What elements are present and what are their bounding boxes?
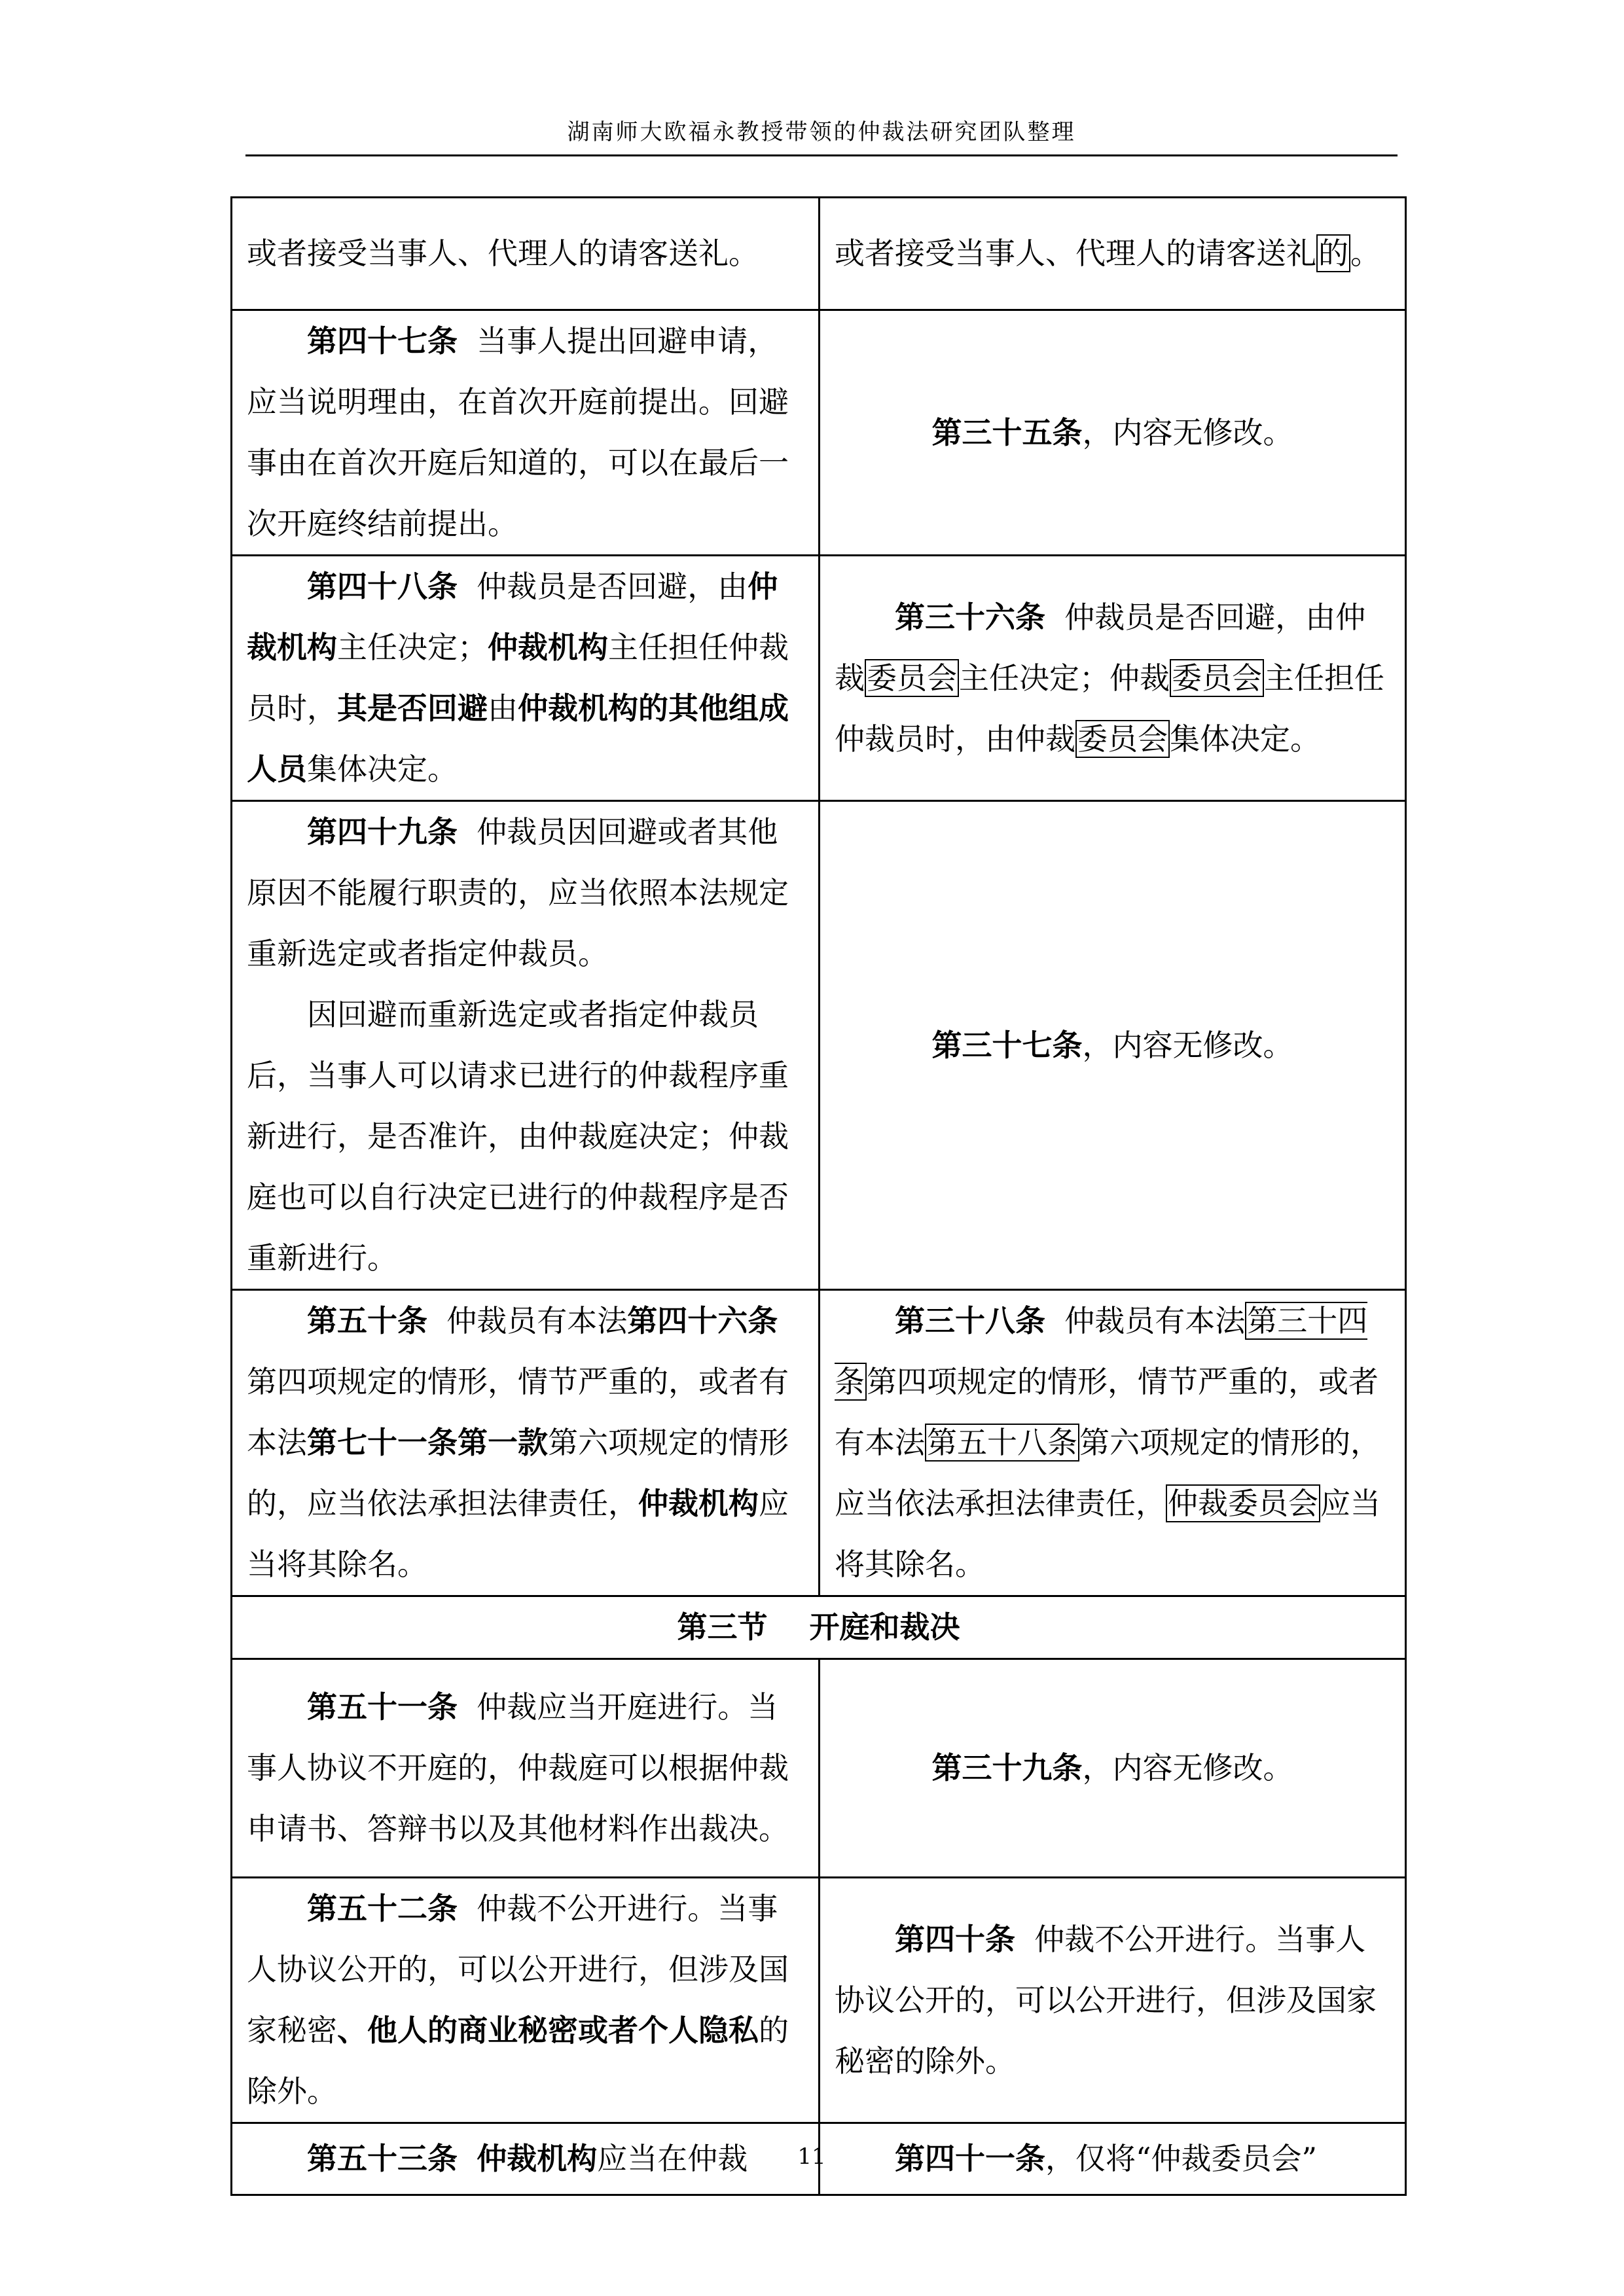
article-paragraph xyxy=(835,1909,1390,2092)
text-span: 集体决定。 xyxy=(1170,721,1320,757)
bold-text: 第七十一条第一款 xyxy=(307,1425,548,1460)
text-span: 或者接受当事人、代理人的请客送礼。 xyxy=(247,236,759,271)
bold-text: 其是否回避 xyxy=(337,691,488,726)
revised-article-cell xyxy=(820,310,1406,556)
text-span: 仲裁员是否回避，由 xyxy=(458,569,748,604)
article-paragraph xyxy=(247,984,804,1289)
page-header: 湖南师大欧福永教授带领的仲裁法研究团队整理 xyxy=(567,119,1076,145)
article-paragraph xyxy=(247,556,804,800)
revised-article-cell xyxy=(820,198,1406,310)
text-span: ，内容无修改。 xyxy=(1082,1750,1293,1785)
bold-text: 第五十三条 xyxy=(307,2141,458,2176)
article-paragraph xyxy=(835,1291,1390,1595)
article-row xyxy=(232,1290,1406,1596)
text-span: 主任担任仲裁员时，由仲裁 xyxy=(835,660,1384,757)
text-span: 仲裁员有本法 xyxy=(1045,1303,1246,1338)
original-article-cell xyxy=(232,1878,820,2123)
text-span: 集体决定。 xyxy=(307,751,458,787)
bold-text: 第三十七条 xyxy=(931,1027,1083,1063)
article-row xyxy=(232,556,1406,801)
text-span: 仲裁不公开进行。当事人协议公开的，可以公开进行，但涉及国家秘密 xyxy=(247,1891,789,2048)
text-span: 主任决定；仲裁 xyxy=(959,660,1170,696)
bold-text: 第三十五条 xyxy=(931,414,1083,450)
text-span xyxy=(458,2141,477,2176)
article-paragraph xyxy=(835,223,1390,284)
text-span: ，仅将“仲裁委员会” xyxy=(1045,2141,1318,2176)
text-span: 应当将其除名。 xyxy=(247,1486,789,1582)
bold-text: 仲裁机构的其他组成人员 xyxy=(247,691,789,787)
amended-text-box: 仲裁委员会 xyxy=(1166,1484,1320,1522)
amended-text-box: 第三十四条 xyxy=(835,1303,1368,1399)
original-article-cell xyxy=(232,310,820,556)
text-span: 应当将其除名。 xyxy=(835,1486,1380,1582)
article-paragraph xyxy=(247,1291,804,1595)
bold-text: 第三十九条 xyxy=(931,1750,1083,1785)
bold-text: 仲裁机构 xyxy=(477,2141,598,2176)
text-span: 由 xyxy=(488,691,518,726)
bold-text: 、他人的商业秘密或者个人隐私 xyxy=(337,2013,759,2048)
amended-text-box: 委员会 xyxy=(1075,720,1170,758)
original-article-cell xyxy=(232,2123,820,2195)
text-span: 的除外。 xyxy=(247,2013,789,2109)
unchanged-note xyxy=(835,1015,1390,1076)
revised-article-cell xyxy=(820,556,1406,801)
text-span: 因回避而重新选定或者指定仲裁员后，当事人可以请求已进行的仲裁程序重新进行，是否准许，由仲裁庭决定；仲裁庭也可以自行决定已进行的仲裁程序是否重新进行。 xyxy=(247,997,789,1276)
bold-text: 仲裁机构 xyxy=(488,630,608,665)
text-span: 仲裁应当开庭进行。当事人协议不开庭的，仲裁庭可以根据仲裁申请书、答辩书以及其他材料作出裁决。 xyxy=(247,1689,789,1846)
bold-text: 第三十六条 xyxy=(895,599,1045,635)
text-span: ，内容无修改。 xyxy=(1082,414,1293,450)
amended-text-box: 委员会 xyxy=(865,659,959,697)
text-span: ，内容无修改。 xyxy=(1082,1027,1293,1063)
text-span: 仲裁员因回避或者其他原因不能履行职责的，应当依照本法规定重新选定或者指定仲裁员。 xyxy=(247,814,789,971)
text-span: 第四项规定的情形，情节严重的，或者有本法 xyxy=(247,1364,789,1460)
text-span: 或者接受当事人、代理人的请客送礼 xyxy=(835,236,1316,271)
bold-text: 第五十二条 xyxy=(307,1891,458,1926)
article-paragraph xyxy=(247,311,804,554)
original-article-cell xyxy=(232,1659,820,1878)
original-article-cell xyxy=(232,556,820,801)
bold-text: 仲裁机构 xyxy=(638,1486,759,1521)
original-article-cell xyxy=(232,1290,820,1596)
page-number: 11 xyxy=(797,2144,826,2170)
text-span: 当事人提出回避申请，应当说明理由，在首次开庭前提出。回避事由在首次开庭后知道的，可以在最后一次开庭终结前提出。 xyxy=(247,323,789,541)
bold-text: 第五十一条 xyxy=(307,1689,458,1725)
text-span: 主任担任仲裁员时， xyxy=(247,630,789,726)
text-span: 第六项规定的情形的，应当依法承担法律责任， xyxy=(835,1425,1380,1521)
article-paragraph xyxy=(247,223,804,284)
header-rule xyxy=(245,154,1398,156)
text-span: 第四项规定的情形，情节严重的，或者有本法 xyxy=(835,1364,1379,1460)
text-span: 主任决定； xyxy=(337,630,488,665)
amended-text-box: 的 xyxy=(1316,234,1350,272)
original-article-cell xyxy=(232,801,820,1290)
article-paragraph xyxy=(247,1677,804,1859)
text-span: 应当在仲裁 xyxy=(597,2141,748,2176)
bold-text: 第三十八条 xyxy=(895,1303,1045,1338)
comparison-table xyxy=(230,196,1407,2196)
bold-text: 仲裁机构 xyxy=(247,569,778,665)
amended-text-box: 第五十八条 xyxy=(925,1424,1079,1462)
revised-article-cell xyxy=(820,2123,1406,2195)
revised-article-cell xyxy=(820,1290,1406,1596)
bold-text: 第四十九条 xyxy=(307,814,458,850)
section-row xyxy=(232,1596,1406,1659)
article-paragraph xyxy=(835,2128,1390,2189)
revised-article-cell xyxy=(820,801,1406,1290)
section-title: 第三节 开庭和裁决 xyxy=(232,1596,1406,1659)
text-span: 仲裁不公开进行。当事人协议公开的，可以公开进行，但涉及国家秘密的除外。 xyxy=(835,1921,1377,2079)
unchanged-note xyxy=(835,403,1390,463)
text-span: 第六项规定的情形的，应当依法承担法律责任， xyxy=(247,1425,789,1521)
bold-text: 第四十一条 xyxy=(895,2141,1045,2176)
article-row xyxy=(232,310,1406,556)
text-span: 。 xyxy=(1350,236,1380,271)
bold-text: 第四十八条 xyxy=(307,569,458,604)
article-row xyxy=(232,198,1406,310)
bold-text: 第五十条 xyxy=(307,1303,427,1338)
article-paragraph xyxy=(247,802,804,984)
article-row xyxy=(232,1878,1406,2123)
bold-text: 第四十七条 xyxy=(307,323,458,359)
article-row xyxy=(232,801,1406,1290)
amended-text-box: 委员会 xyxy=(1170,659,1264,697)
bold-text: 第四十六条 xyxy=(627,1303,778,1338)
article-row xyxy=(232,1659,1406,1878)
unchanged-note xyxy=(835,1738,1390,1799)
original-article-cell xyxy=(232,198,820,310)
article-paragraph xyxy=(835,587,1390,770)
article-paragraph xyxy=(247,2128,804,2189)
text-span: 仲裁员是否回避，由仲裁 xyxy=(835,599,1366,696)
revised-article-cell xyxy=(820,1659,1406,1878)
text-span: 仲裁员有本法 xyxy=(427,1303,628,1338)
bold-text: 第四十条 xyxy=(895,1921,1015,1957)
article-paragraph xyxy=(247,1878,804,2122)
revised-article-cell xyxy=(820,1878,1406,2123)
